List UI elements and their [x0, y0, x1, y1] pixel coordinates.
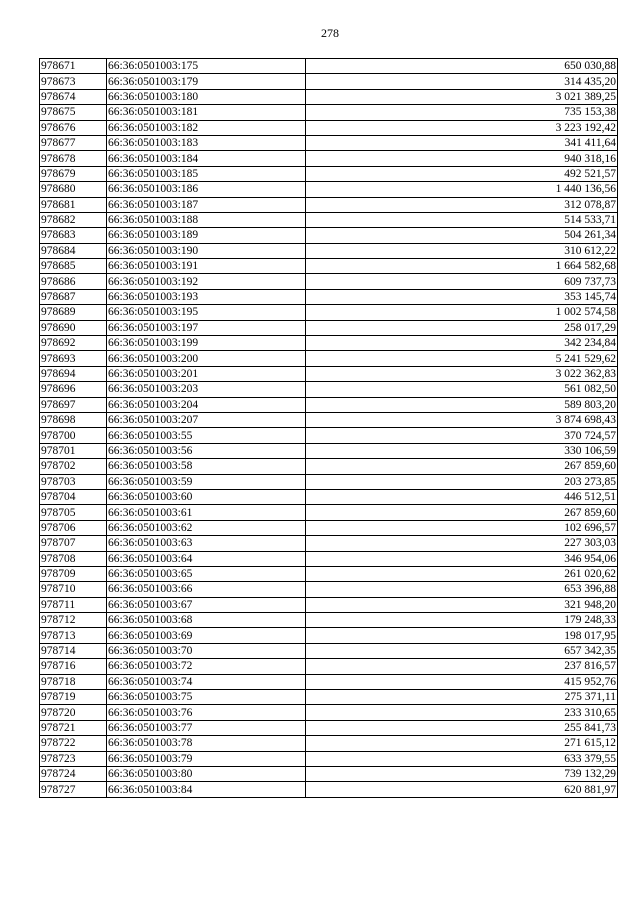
row-number-cell: 978697 — [40, 397, 107, 412]
value-cell: 504 261,34 — [306, 228, 618, 243]
value-cell: 267 859,60 — [306, 505, 618, 520]
row-number-cell: 978724 — [40, 766, 107, 781]
value-cell: 653 396,88 — [306, 582, 618, 597]
table-row — [40, 782, 618, 797]
row-number-cell: 978690 — [40, 320, 107, 335]
registry-table-body — [40, 59, 618, 798]
cadastral-number-cell: 66:36:0501003:204 — [107, 397, 306, 412]
row-number-cell: 978708 — [40, 551, 107, 566]
row-number-cell: 978723 — [40, 751, 107, 766]
table-row — [40, 259, 618, 274]
value-cell: 370 724,57 — [306, 428, 618, 443]
cadastral-number-cell: 66:36:0501003:59 — [107, 474, 306, 489]
row-number-cell: 978713 — [40, 628, 107, 643]
row-number-cell: 978681 — [40, 197, 107, 212]
row-number-cell: 978702 — [40, 459, 107, 474]
cadastral-number-cell: 66:36:0501003:183 — [107, 135, 306, 150]
value-cell: 346 954,06 — [306, 551, 618, 566]
table-row — [40, 412, 618, 427]
cadastral-number-cell: 66:36:0501003:69 — [107, 628, 306, 643]
cadastral-number-cell: 66:36:0501003:77 — [107, 720, 306, 735]
table-row — [40, 674, 618, 689]
cadastral-number-cell: 66:36:0501003:72 — [107, 659, 306, 674]
row-number-cell: 978721 — [40, 720, 107, 735]
table-row — [40, 228, 618, 243]
value-cell: 561 082,50 — [306, 382, 618, 397]
value-cell: 321 948,20 — [306, 597, 618, 612]
table-row — [40, 443, 618, 458]
cadastral-number-cell: 66:36:0501003:64 — [107, 551, 306, 566]
value-cell: 3 021 389,25 — [306, 89, 618, 104]
value-cell: 233 310,65 — [306, 705, 618, 720]
cadastral-number-cell: 66:36:0501003:179 — [107, 74, 306, 89]
cadastral-number-cell: 66:36:0501003:70 — [107, 643, 306, 658]
cadastral-number-cell: 66:36:0501003:74 — [107, 674, 306, 689]
value-cell: 5 241 529,62 — [306, 351, 618, 366]
value-cell: 3 022 362,83 — [306, 366, 618, 381]
table-row — [40, 151, 618, 166]
table-row — [40, 551, 618, 566]
value-cell: 342 234,84 — [306, 336, 618, 351]
value-cell: 203 273,85 — [306, 474, 618, 489]
row-number-cell: 978678 — [40, 151, 107, 166]
row-number-cell: 978698 — [40, 412, 107, 427]
value-cell: 940 318,16 — [306, 151, 618, 166]
table-row — [40, 597, 618, 612]
value-cell: 609 737,73 — [306, 274, 618, 289]
table-row — [40, 736, 618, 751]
table-row — [40, 243, 618, 258]
value-cell: 179 248,33 — [306, 613, 618, 628]
cadastral-number-cell: 66:36:0501003:184 — [107, 151, 306, 166]
row-number-cell: 978675 — [40, 105, 107, 120]
cadastral-number-cell: 66:36:0501003:185 — [107, 166, 306, 181]
value-cell: 198 017,95 — [306, 628, 618, 643]
cadastral-number-cell: 66:36:0501003:190 — [107, 243, 306, 258]
value-cell: 255 841,73 — [306, 720, 618, 735]
row-number-cell: 978682 — [40, 212, 107, 227]
row-number-cell: 978705 — [40, 505, 107, 520]
table-row — [40, 197, 618, 212]
cadastral-number-cell: 66:36:0501003:55 — [107, 428, 306, 443]
cadastral-number-cell: 66:36:0501003:60 — [107, 489, 306, 504]
table-row — [40, 520, 618, 535]
table-row — [40, 366, 618, 381]
value-cell: 446 512,51 — [306, 489, 618, 504]
row-number-cell: 978683 — [40, 228, 107, 243]
value-cell: 415 952,76 — [306, 674, 618, 689]
value-cell: 341 411,64 — [306, 135, 618, 150]
table-row — [40, 751, 618, 766]
value-cell: 310 612,22 — [306, 243, 618, 258]
cadastral-number-cell: 66:36:0501003:80 — [107, 766, 306, 781]
value-cell: 650 030,88 — [306, 59, 618, 74]
row-number-cell: 978701 — [40, 443, 107, 458]
cadastral-number-cell: 66:36:0501003:78 — [107, 736, 306, 751]
cadastral-number-cell: 66:36:0501003:76 — [107, 705, 306, 720]
row-number-cell: 978673 — [40, 74, 107, 89]
value-cell: 275 371,11 — [306, 690, 618, 705]
row-number-cell: 978707 — [40, 536, 107, 551]
row-number-cell: 978692 — [40, 336, 107, 351]
value-cell: 514 533,71 — [306, 212, 618, 227]
value-cell: 267 859,60 — [306, 459, 618, 474]
cadastral-number-cell: 66:36:0501003:187 — [107, 197, 306, 212]
cadastral-number-cell: 66:36:0501003:58 — [107, 459, 306, 474]
value-cell: 314 435,20 — [306, 74, 618, 89]
table-row — [40, 505, 618, 520]
cadastral-number-cell: 66:36:0501003:203 — [107, 382, 306, 397]
table-row — [40, 382, 618, 397]
cadastral-number-cell: 66:36:0501003:201 — [107, 366, 306, 381]
value-cell: 102 696,57 — [306, 520, 618, 535]
value-cell: 271 615,12 — [306, 736, 618, 751]
value-cell: 237 816,57 — [306, 659, 618, 674]
table-row — [40, 474, 618, 489]
table-row — [40, 59, 618, 74]
table-row — [40, 428, 618, 443]
row-number-cell: 978671 — [40, 59, 107, 74]
value-cell: 1 440 136,56 — [306, 182, 618, 197]
cadastral-number-cell: 66:36:0501003:182 — [107, 120, 306, 135]
value-cell: 657 342,35 — [306, 643, 618, 658]
cadastral-number-cell: 66:36:0501003:191 — [107, 259, 306, 274]
row-number-cell: 978710 — [40, 582, 107, 597]
table-row — [40, 120, 618, 135]
value-cell: 1 002 574,58 — [306, 305, 618, 320]
table-row — [40, 397, 618, 412]
table-row — [40, 628, 618, 643]
row-number-cell: 978727 — [40, 782, 107, 797]
table-row — [40, 105, 618, 120]
cadastral-number-cell: 66:36:0501003:56 — [107, 443, 306, 458]
cadastral-number-cell: 66:36:0501003:207 — [107, 412, 306, 427]
value-cell: 739 132,29 — [306, 766, 618, 781]
row-number-cell: 978706 — [40, 520, 107, 535]
table-row — [40, 182, 618, 197]
cadastral-number-cell: 66:36:0501003:75 — [107, 690, 306, 705]
cadastral-number-cell: 66:36:0501003:188 — [107, 212, 306, 227]
row-number-cell: 978693 — [40, 351, 107, 366]
row-number-cell: 978720 — [40, 705, 107, 720]
row-number-cell: 978686 — [40, 274, 107, 289]
table-row — [40, 489, 618, 504]
row-number-cell: 978685 — [40, 259, 107, 274]
row-number-cell: 978684 — [40, 243, 107, 258]
table-row — [40, 613, 618, 628]
cadastral-number-cell: 66:36:0501003:199 — [107, 336, 306, 351]
row-number-cell: 978680 — [40, 182, 107, 197]
value-cell: 633 379,55 — [306, 751, 618, 766]
cadastral-number-cell: 66:36:0501003:84 — [107, 782, 306, 797]
row-number-cell: 978718 — [40, 674, 107, 689]
cadastral-number-cell: 66:36:0501003:67 — [107, 597, 306, 612]
cadastral-number-cell: 66:36:0501003:186 — [107, 182, 306, 197]
table-row — [40, 690, 618, 705]
table-row — [40, 351, 618, 366]
row-number-cell: 978711 — [40, 597, 107, 612]
cadastral-number-cell: 66:36:0501003:180 — [107, 89, 306, 104]
table-row — [40, 659, 618, 674]
table-row — [40, 582, 618, 597]
cadastral-number-cell: 66:36:0501003:193 — [107, 289, 306, 304]
row-number-cell: 978719 — [40, 690, 107, 705]
cadastral-number-cell: 66:36:0501003:61 — [107, 505, 306, 520]
value-cell: 1 664 582,68 — [306, 259, 618, 274]
row-number-cell: 978677 — [40, 135, 107, 150]
cadastral-number-cell: 66:36:0501003:195 — [107, 305, 306, 320]
cadastral-number-cell: 66:36:0501003:66 — [107, 582, 306, 597]
row-number-cell: 978716 — [40, 659, 107, 674]
table-row — [40, 643, 618, 658]
row-number-cell: 978696 — [40, 382, 107, 397]
row-number-cell: 978714 — [40, 643, 107, 658]
table-row — [40, 274, 618, 289]
value-cell: 261 020,62 — [306, 566, 618, 581]
value-cell: 735 153,38 — [306, 105, 618, 120]
cadastral-number-cell: 66:36:0501003:63 — [107, 536, 306, 551]
table-row — [40, 135, 618, 150]
value-cell: 3 223 192,42 — [306, 120, 618, 135]
table-row — [40, 89, 618, 104]
cadastral-number-cell: 66:36:0501003:197 — [107, 320, 306, 335]
table-row — [40, 536, 618, 551]
row-number-cell: 978679 — [40, 166, 107, 181]
value-cell: 227 303,03 — [306, 536, 618, 551]
registry-table — [39, 58, 618, 798]
cadastral-number-cell: 66:36:0501003:189 — [107, 228, 306, 243]
value-cell: 492 521,57 — [306, 166, 618, 181]
table-row — [40, 336, 618, 351]
table-row — [40, 74, 618, 89]
row-number-cell: 978700 — [40, 428, 107, 443]
cadastral-number-cell: 66:36:0501003:175 — [107, 59, 306, 74]
cadastral-number-cell: 66:36:0501003:62 — [107, 520, 306, 535]
row-number-cell: 978704 — [40, 489, 107, 504]
cadastral-number-cell: 66:36:0501003:192 — [107, 274, 306, 289]
table-row — [40, 459, 618, 474]
table-row — [40, 766, 618, 781]
table-row — [40, 320, 618, 335]
value-cell: 589 803,20 — [306, 397, 618, 412]
cadastral-number-cell: 66:36:0501003:65 — [107, 566, 306, 581]
table-row — [40, 166, 618, 181]
row-number-cell: 978722 — [40, 736, 107, 751]
row-number-cell: 978709 — [40, 566, 107, 581]
table-row — [40, 705, 618, 720]
value-cell: 3 874 698,43 — [306, 412, 618, 427]
row-number-cell: 978712 — [40, 613, 107, 628]
table-row — [40, 305, 618, 320]
row-number-cell: 978676 — [40, 120, 107, 135]
page-number: 278 — [321, 26, 339, 40]
cadastral-number-cell: 66:36:0501003:181 — [107, 105, 306, 120]
row-number-cell: 978689 — [40, 305, 107, 320]
cadastral-number-cell: 66:36:0501003:79 — [107, 751, 306, 766]
table-row — [40, 720, 618, 735]
table-row — [40, 212, 618, 227]
cadastral-number-cell: 66:36:0501003:68 — [107, 613, 306, 628]
value-cell: 620 881,97 — [306, 782, 618, 797]
value-cell: 353 145,74 — [306, 289, 618, 304]
row-number-cell: 978694 — [40, 366, 107, 381]
cadastral-number-cell: 66:36:0501003:200 — [107, 351, 306, 366]
value-cell: 330 106,59 — [306, 443, 618, 458]
row-number-cell: 978674 — [40, 89, 107, 104]
value-cell: 258 017,29 — [306, 320, 618, 335]
row-number-cell: 978687 — [40, 289, 107, 304]
table-row — [40, 289, 618, 304]
value-cell: 312 078,87 — [306, 197, 618, 212]
row-number-cell: 978703 — [40, 474, 107, 489]
table-row — [40, 566, 618, 581]
